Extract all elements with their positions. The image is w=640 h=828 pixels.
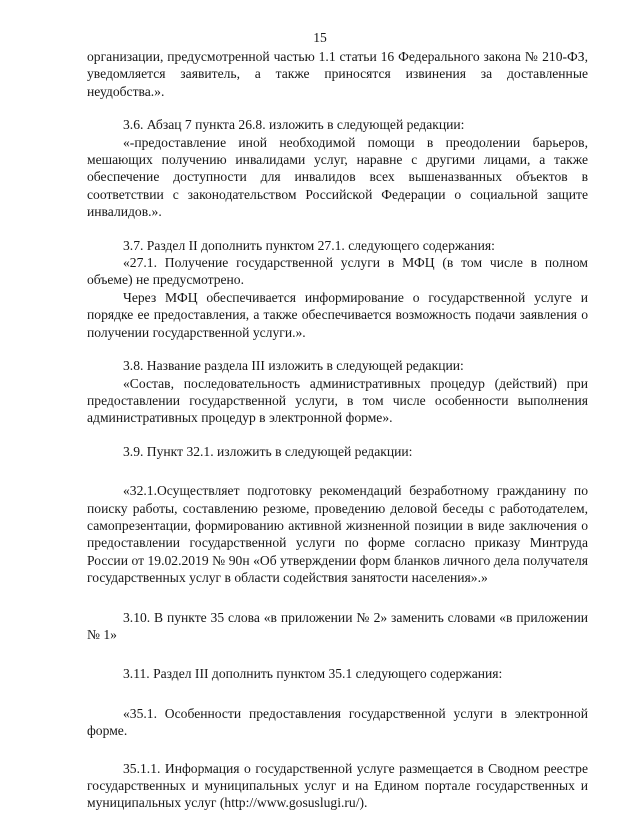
paragraph-continuation: организации, предусмотренной частью 1.1 статьи 16 Федерального закона № 210-ФЗ, уведомляется заявитель, а также приносятся извинения за доставленные неудобства.». — [87, 49, 588, 99]
paragraph-3-8-text: «Состав, последовательность административных процедур (действий) при предоставлении государственной услуги, в том числе особенности выполнения административных процедур в электронной форме». — [87, 375, 588, 426]
paragraph-3-11-heading: 3.11. Раздел III дополнить пунктом 35.1 следующего содержания: — [123, 666, 503, 682]
paragraph-3-6-heading: 3.6. Абзац 7 пункта 26.8. изложить в следующей редакции: — [123, 117, 465, 133]
paragraph-3-7-heading: 3.7. Раздел II дополнить пунктом 27.1. следующего содержания: — [123, 237, 495, 253]
paragraph-35-1: «35.1. Особенности предоставления государственной услуги в электронной форме. — [87, 705, 588, 739]
paragraph-32-1: «32.1.Осуществляет подготовку рекомендаций безработному гражданину по поиску работы, составлению резюме, проведению деловой беседы с работодателем, самопрезентации, формированию активной жизненной позиции в виде заключения о предоставлении государственной услуги по форме согласно приказу Минтруда России от 19.02.2019 № 90н «Об утверждении форм бланков личного дела получателя государственных услуг в области содействия занятости населения».» — [87, 483, 588, 586]
paragraph-3-9-heading: 3.9. Пункт 32.1. изложить в следующей редакции: — [123, 443, 413, 459]
paragraph-3-10: 3.10. В пункте 35 слова «в приложении № 2» заменить словами «в приложении № 1» — [87, 609, 588, 642]
paragraph-27-1: «27.1. Получение государственной услуги в МФЦ (в том числе в полном объеме) не предусмотрено. — [87, 255, 588, 288]
paragraph-mfc-info: Через МФЦ обеспечивается информирование о государственной услуге и порядке ее предоставления, а также обеспечивается возможность подачи заявления о получении государственной услуги.». — [87, 289, 588, 340]
page-number: 15 — [313, 30, 327, 45]
paragraph-3-6-text: «-предоставление иной необходимой помощи в преодолении барьеров, мешающих получению инвалидами услуг, наравне с другими лицами, а также обеспечение доступности для инвалидов всех вышеназванных объектов в соответствии с законодательством Российской Федерации о социальной защите инвалидов.». — [87, 134, 588, 220]
paragraph-35-1-1: 35.1.1. Информация о государственной услуге размещается в Сводном реестре государственных и муниципальных услуг и на Едином портале государственных и муниципальных услуг (http://www.gosuslugi.ru/). — [87, 760, 588, 811]
document-body — [87, 48, 588, 812]
paragraph-3-8-heading: 3.8. Название раздела III изложить в следующей редакции: — [123, 358, 464, 374]
